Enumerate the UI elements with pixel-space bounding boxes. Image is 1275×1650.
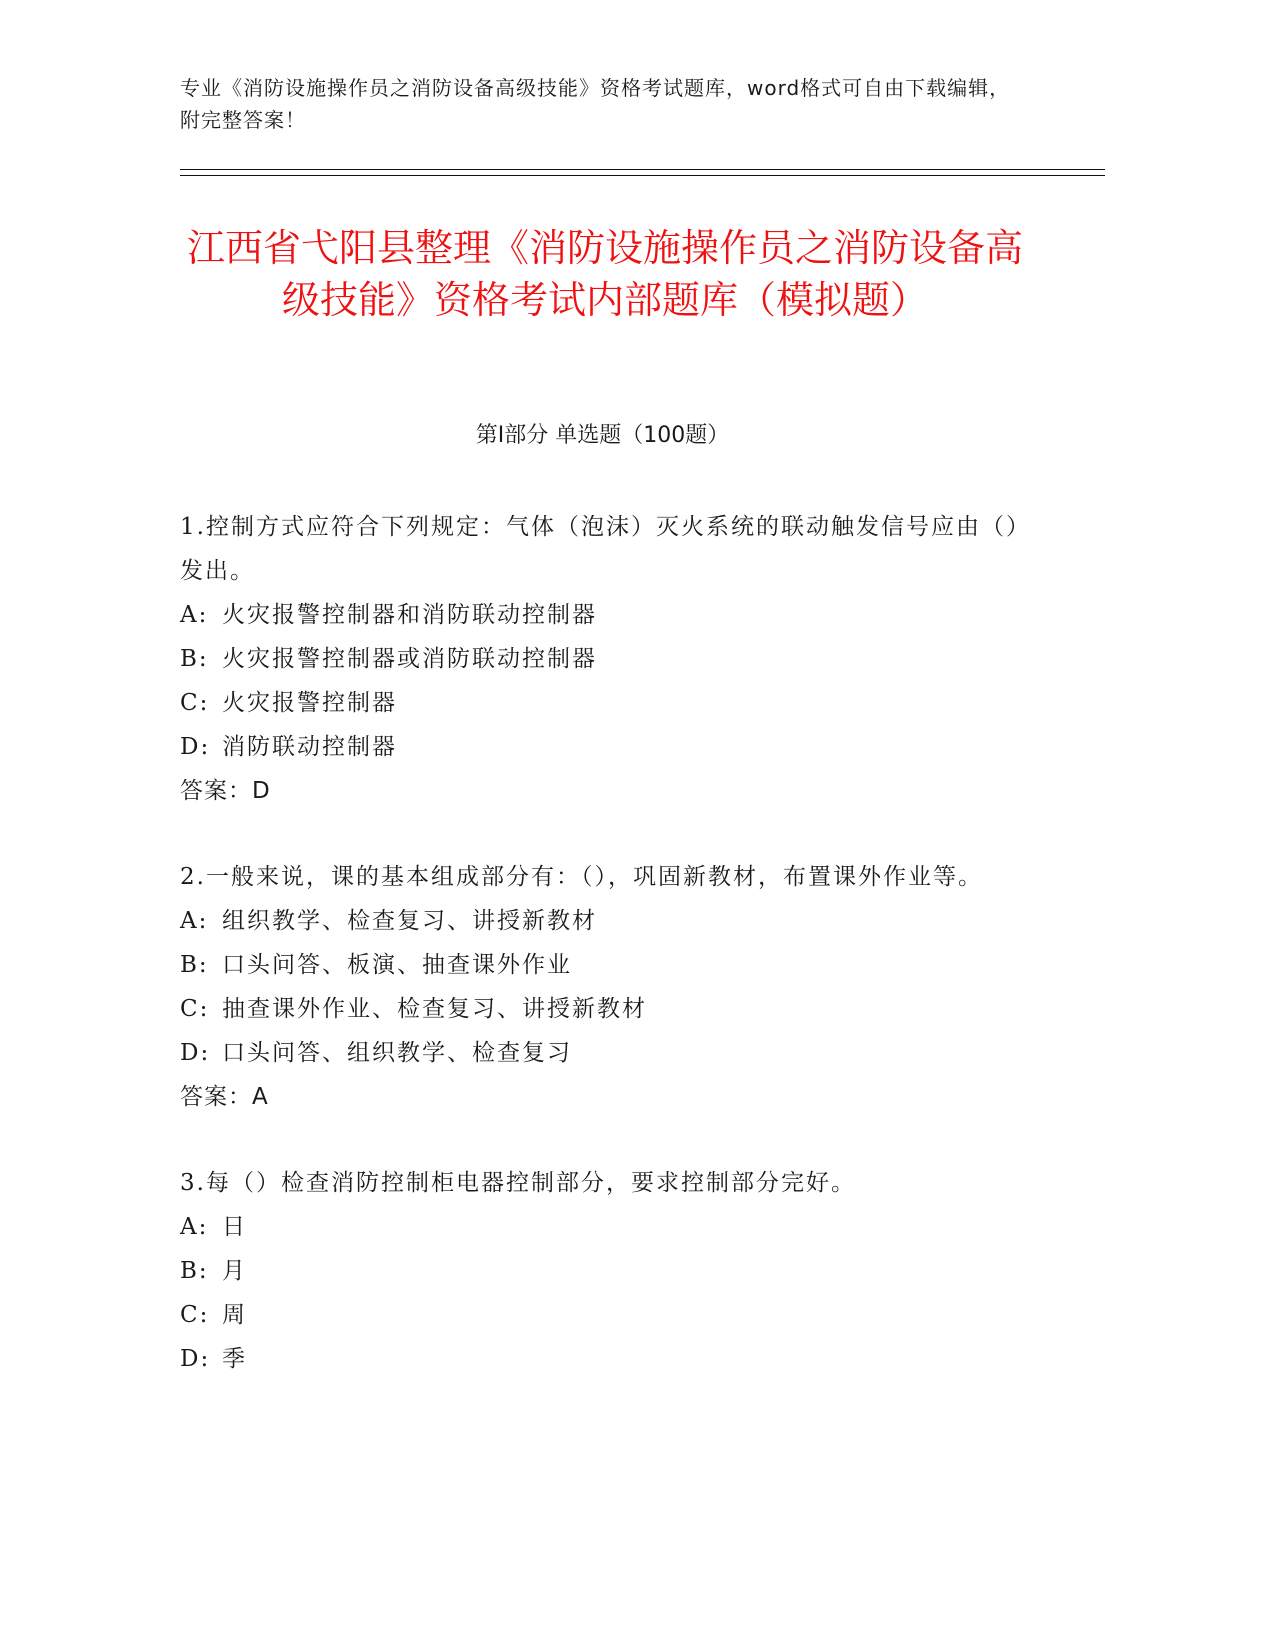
- option-key: D:: [180, 1040, 211, 1066]
- header-note: 专业《消防设施操作员之消防设备高级技能》资格考试题库，word格式可自由下载编辑，附完整答案！: [180, 76, 1011, 132]
- question-text: 1.控制方式应符合下列规定：气体（泡沫）灭火系统的联动触发信号应由（）发出。: [180, 514, 1031, 584]
- option-key: D:: [180, 1346, 211, 1372]
- question-3: [180, 1161, 1040, 1381]
- option-key: B:: [180, 952, 209, 978]
- option-key: A:: [180, 1214, 209, 1240]
- option-text: 抽查课外作业、检查复习、讲授新教材: [222, 996, 647, 1022]
- answer: 答案：A: [180, 1084, 269, 1110]
- question-text: 3.每（）检查消防控制柜电器控制部分，要求控制部分完好。: [180, 1170, 856, 1196]
- option-text: 消防联动控制器: [222, 734, 397, 760]
- option-key: A:: [180, 908, 209, 934]
- question-1: [180, 505, 1040, 813]
- option-text: 月: [222, 1258, 247, 1284]
- option-d: [180, 1337, 1040, 1381]
- option-text: 火灾报警控制器或消防联动控制器: [222, 646, 597, 672]
- option-c: [180, 681, 1040, 725]
- option-key: C:: [180, 1302, 210, 1328]
- option-key: B:: [180, 1258, 209, 1284]
- question-text: 2.一般来说，课的基本组成部分有：（），巩固新教材，布置课外作业等。: [180, 864, 983, 890]
- option-text: 季: [222, 1346, 247, 1372]
- option-a: [180, 1205, 1040, 1249]
- option-key: C:: [180, 690, 210, 716]
- header-divider: [180, 169, 1105, 170]
- option-text: 口头问答、组织教学、检查复习: [222, 1040, 572, 1066]
- option-b: [180, 637, 1040, 681]
- option-b: [180, 1249, 1040, 1293]
- option-d: [180, 725, 1040, 769]
- document-title: 江西省弋阳县整理《消防设施操作员之消防设备高级技能》资格考试内部题库（模拟题）: [186, 226, 1023, 322]
- question-2: [180, 855, 1040, 1119]
- option-key: A:: [180, 602, 209, 628]
- option-key: B:: [180, 646, 209, 672]
- option-c: [180, 987, 1040, 1031]
- question-list: [180, 505, 1040, 1423]
- option-text: 火灾报警控制器: [222, 690, 397, 716]
- option-b: [180, 943, 1040, 987]
- option-text: 周: [222, 1302, 247, 1328]
- option-text: 火灾报警控制器和消防联动控制器: [222, 602, 597, 628]
- option-text: 日: [222, 1214, 247, 1240]
- option-text: 口头问答、板演、抽查课外作业: [222, 952, 572, 978]
- option-key: D:: [180, 734, 211, 760]
- option-d: [180, 1031, 1040, 1075]
- option-key: C:: [180, 996, 210, 1022]
- answer: 答案：D: [180, 778, 271, 804]
- option-a: [180, 593, 1040, 637]
- option-a: [180, 899, 1040, 943]
- header-divider-secondary: [180, 175, 1105, 176]
- option-c: [180, 1293, 1040, 1337]
- option-text: 组织教学、检查复习、讲授新教材: [222, 908, 597, 934]
- section-title: 第Ⅰ部分 单选题（100题）: [475, 423, 730, 448]
